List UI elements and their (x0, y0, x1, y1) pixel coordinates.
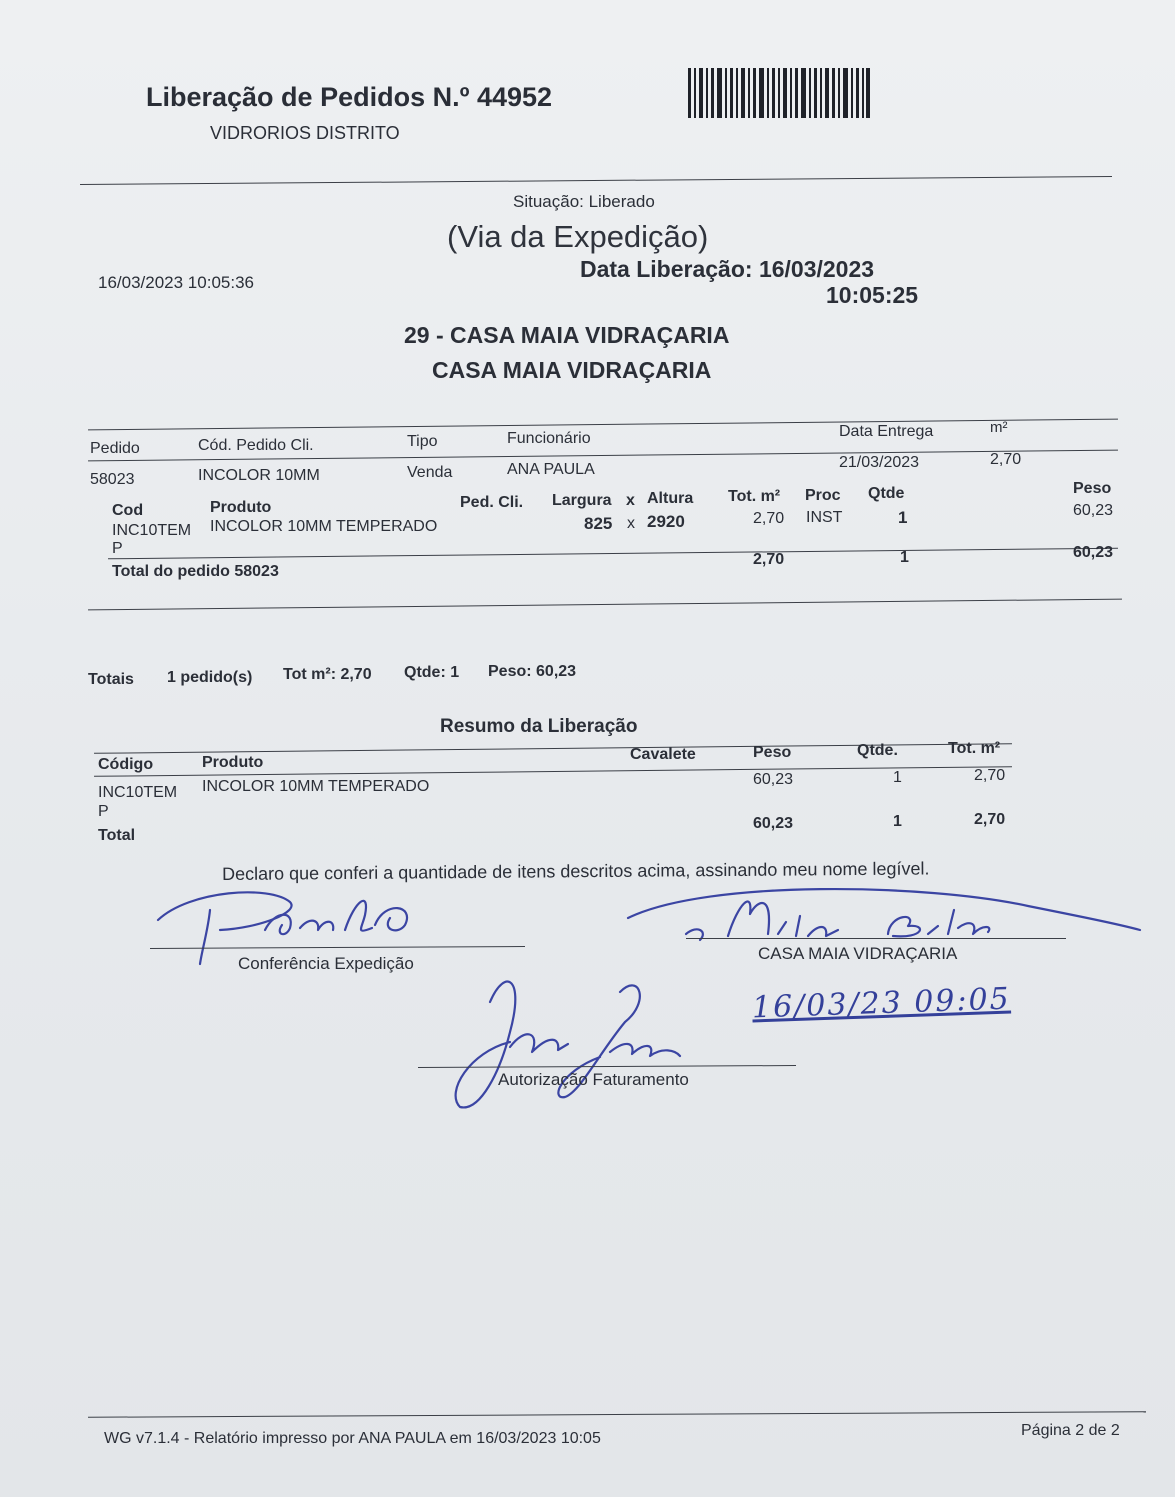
col-data-entrega: Data Entrega (839, 423, 934, 440)
client-name-line2: CASA MAIA VIDRAÇARIA (432, 357, 712, 383)
cliente-label: CASA MAIA VIDRAÇARIA (758, 944, 958, 963)
order-total-tot-m2: 2,70 (753, 551, 785, 568)
order-table-top-rule (88, 419, 1118, 431)
signature-line-cliente (686, 938, 1066, 939)
summary-codigo-line1: INC10TEM (98, 784, 178, 801)
item-proc: INST (806, 509, 843, 526)
col-m2: m² (990, 419, 1008, 436)
col-tipo: Tipo (407, 433, 438, 450)
summary-total-peso: 60,23 (753, 815, 794, 832)
header-divider (80, 176, 1112, 185)
footer-rule (88, 1411, 1146, 1418)
barcode (688, 68, 870, 118)
totals-pedidos: 1 pedido(s) (167, 669, 253, 686)
footer-print-info: WG v7.1.4 - Relatório impresso por ANA PAULA em 16/03/2023 10:05 (104, 1430, 601, 1447)
item-col-produto: Produto (210, 499, 272, 516)
order-total-peso: 60,23 (1073, 544, 1114, 561)
item-col-qtde: Qtde (868, 485, 905, 502)
item-col-cod: Cod (112, 502, 144, 519)
summary-total-qtde: 1 (893, 813, 902, 830)
printed-timestamp: 16/03/2023 10:05:36 (98, 273, 254, 292)
release-date: Data Liberação: 16/03/2023 (580, 256, 875, 282)
summary-tot-m2: 2,70 (974, 767, 1006, 784)
order-data-entrega: 21/03/2023 (839, 454, 920, 471)
autorizacao-label: Autorização Faturamento (498, 1070, 689, 1089)
conferencia-label: Conferência Expedição (238, 954, 414, 973)
totals-qtde: Qtde: 1 (404, 664, 460, 681)
document-title: Liberação de Pedidos N.º 44952 (146, 82, 553, 112)
order-funcionario: ANA PAULA (507, 461, 595, 478)
totals-tot-m2: Tot m²: 2,70 (283, 666, 372, 683)
via-label: (Via da Expedição) (447, 219, 709, 254)
summary-produto: INCOLOR 10MM TEMPERADO (202, 778, 430, 795)
declaration-text: Declaro que conferi a quantidade de itens descritos acima, assinando meu nome legível. (222, 858, 930, 884)
page-number: Página 2 de 2 (1021, 1422, 1120, 1439)
summary-col-qtde: Qtde. (857, 742, 898, 759)
item-peso: 60,23 (1073, 502, 1114, 519)
item-produto: INCOLOR 10MM TEMPERADO (210, 518, 438, 535)
order-m2: 2,70 (990, 451, 1022, 468)
col-funcionario: Funcionário (507, 430, 591, 447)
summary-total-label: Total (98, 827, 136, 844)
release-time: 10:05:25 (826, 282, 919, 308)
item-col-largura: Largura (552, 492, 612, 509)
order-cod-pedido-cli: INCOLOR 10MM (198, 467, 320, 484)
item-tot-m2: 2,70 (753, 510, 785, 527)
summary-peso: 60,23 (753, 771, 794, 788)
client-name-line1: 29 - CASA MAIA VIDRAÇARIA (404, 322, 730, 348)
item-x: x (627, 515, 635, 532)
item-col-ped-cli: Ped. Cli. (460, 494, 524, 511)
item-col-altura: Altura (647, 490, 694, 507)
status-text: Situação: Liberado (513, 192, 655, 211)
item-col-x: x (626, 492, 635, 509)
col-pedido: Pedido (90, 440, 140, 457)
order-total-qtde: 1 (900, 549, 909, 566)
item-cod-line1: INC10TEM (112, 522, 192, 539)
item-col-proc: Proc (805, 487, 841, 504)
order-tipo: Venda (407, 464, 453, 481)
company-name: VIDRORIOS DISTRITO (210, 123, 400, 143)
order-pedido: 58023 (90, 471, 135, 488)
item-cod-line2: P (112, 540, 123, 557)
summary-col-cavalete: Cavalete (630, 746, 696, 763)
signature-autorizacao (450, 972, 710, 1112)
item-col-peso: Peso (1073, 480, 1112, 497)
totals-peso: Peso: 60,23 (488, 663, 577, 680)
summary-codigo-line2: P (98, 803, 109, 820)
item-altura: 2920 (647, 512, 685, 531)
order-table-bottom-rule (88, 599, 1122, 611)
order-total-rule (108, 548, 1118, 560)
handwritten-date: 16/03/23 09:05 (751, 981, 1012, 1026)
summary-col-produto: Produto (202, 754, 264, 771)
item-col-tot-m2: Tot. m² (728, 488, 781, 505)
totals-label: Totais (88, 671, 134, 688)
col-cod-pedido-cli: Cód. Pedido Cli. (198, 437, 314, 454)
summary-qtde: 1 (893, 769, 902, 786)
summary-col-tot-m2: Tot. m² (948, 740, 1001, 757)
item-largura: 825 (584, 514, 613, 533)
summary-title: Resumo da Liberação (440, 716, 638, 737)
item-qtde: 1 (898, 508, 908, 527)
summary-col-codigo: Código (98, 756, 154, 773)
summary-total-tot-m2: 2,70 (974, 811, 1006, 828)
summary-col-peso: Peso (753, 744, 792, 761)
order-total-label: Total do pedido 58023 (112, 563, 279, 580)
